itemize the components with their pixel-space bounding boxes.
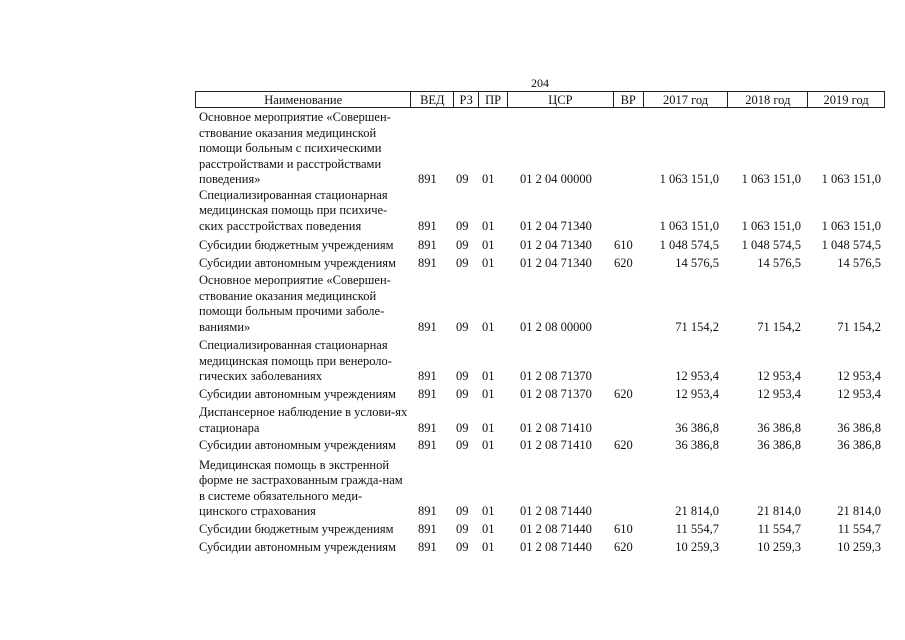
table-row xyxy=(0,273,905,338)
row-name: Специализированная стационарная медицинская помощь при венероло-гических заболеваниях xyxy=(199,338,392,383)
cell-pr: 01 xyxy=(482,540,495,554)
cell-y2017: 71 154,2 xyxy=(675,319,719,334)
cell-pr: 01 xyxy=(482,172,495,186)
row-name: Основное мероприятие «Совершен-ствование оказания медицинской помощи больным прочими заболе-ваниями» xyxy=(199,273,391,334)
cell-y2019: 36 386,8 xyxy=(837,420,881,435)
header-pr: ПР xyxy=(478,92,507,107)
cell-y2018: 12 953,4 xyxy=(757,386,801,401)
cell-y2018: 71 154,2 xyxy=(757,319,801,334)
cell-y2017: 36 386,8 xyxy=(675,420,719,435)
cell-ved: 891 xyxy=(418,369,437,383)
table-row xyxy=(0,256,905,274)
cell-rz: 09 xyxy=(456,504,469,518)
cell-rz: 09 xyxy=(456,319,469,334)
table-row xyxy=(0,405,905,438)
table-row xyxy=(0,188,905,239)
cell-y2019: 11 554,7 xyxy=(837,521,881,536)
header-2018: 2018 год xyxy=(727,92,807,107)
table-row xyxy=(0,338,905,387)
cell-pr: 01 xyxy=(482,218,495,233)
cell-rz: 09 xyxy=(456,540,469,554)
cell-y2019: 14 576,5 xyxy=(837,255,881,270)
row-name: Субсидии автономным учреждениям xyxy=(199,540,396,554)
cell-rz: 09 xyxy=(456,369,469,383)
cell-pr: 01 xyxy=(482,504,495,518)
cell-ved: 891 xyxy=(418,386,437,401)
cell-y2017: 1 063 151,0 xyxy=(659,218,719,233)
cell-y2018: 36 386,8 xyxy=(757,438,801,452)
row-name: Медицинская помощь в экстренной форме не застрахованным гражда-нам в системе обязательного меди-цинского страхования xyxy=(199,457,403,518)
header-2019: 2019 год xyxy=(807,92,884,107)
cell-rz: 09 xyxy=(456,420,469,435)
cell-y2019: 1 063 151,0 xyxy=(821,172,881,186)
cell-y2017: 14 576,5 xyxy=(675,255,719,270)
cell-y2018: 1 063 151,0 xyxy=(741,172,801,186)
cell-csr: 01 2 04 00000 xyxy=(520,172,592,186)
cell-ved: 891 xyxy=(418,218,437,233)
row-name: Субсидии бюджетным учреждениям xyxy=(199,521,394,536)
cell-rz: 09 xyxy=(456,386,469,401)
cell-pr: 01 xyxy=(482,369,495,383)
cell-y2019: 10 259,3 xyxy=(837,540,881,554)
cell-y2018: 11 554,7 xyxy=(757,521,801,536)
cell-ved: 891 xyxy=(418,438,437,452)
header-rz: РЗ xyxy=(453,92,478,107)
cell-pr: 01 xyxy=(482,438,495,452)
page-number: 204 xyxy=(531,76,549,90)
cell-csr: 01 2 08 71440 xyxy=(520,540,592,554)
cell-pr: 01 xyxy=(482,420,495,435)
cell-vr: 620 xyxy=(614,255,633,270)
cell-ved: 891 xyxy=(418,504,437,518)
table-row xyxy=(0,110,905,188)
cell-y2017: 1 063 151,0 xyxy=(659,172,719,186)
row-name: Основное мероприятие «Совершен-ствование оказания медицинской помощи больным с психическими расстройствами и расстройствами поведения» xyxy=(199,110,391,186)
cell-pr: 01 xyxy=(482,386,495,401)
cell-csr: 01 2 08 71440 xyxy=(520,521,592,536)
cell-y2018: 14 576,5 xyxy=(757,255,801,270)
cell-rz: 09 xyxy=(456,438,469,452)
header-vr: ВР xyxy=(613,92,643,107)
cell-rz: 09 xyxy=(456,172,469,186)
row-name: Специализированная стационарная медицинская помощь при психиче-ских расстройствах поведения xyxy=(199,187,388,233)
cell-vr: 620 xyxy=(614,386,633,401)
row-name: Субсидии бюджетным учреждениям xyxy=(199,238,394,252)
header-2017: 2017 год xyxy=(643,92,728,107)
cell-csr: 01 2 04 71340 xyxy=(520,238,592,252)
table-row xyxy=(0,540,905,556)
cell-y2018: 21 814,0 xyxy=(757,504,801,518)
cell-y2019: 36 386,8 xyxy=(837,438,881,452)
cell-csr: 01 2 08 00000 xyxy=(520,319,592,334)
cell-y2019: 1 063 151,0 xyxy=(821,218,881,233)
cell-csr: 01 2 08 71370 xyxy=(520,369,592,383)
cell-y2017: 21 814,0 xyxy=(675,504,719,518)
table-body xyxy=(0,110,905,556)
row-name: Диспансерное наблюдение в услови-ях стационара xyxy=(199,405,408,435)
row-name: Субсидии автономным учреждениям xyxy=(199,255,396,270)
cell-ved: 891 xyxy=(418,255,437,270)
header-csr: ЦСР xyxy=(507,92,613,107)
cell-pr: 01 xyxy=(482,255,495,270)
cell-ved: 891 xyxy=(418,540,437,554)
cell-y2017: 11 554,7 xyxy=(675,521,719,536)
cell-rz: 09 xyxy=(456,218,469,233)
cell-csr: 01 2 08 71440 xyxy=(520,504,592,518)
cell-csr: 01 2 08 71370 xyxy=(520,386,592,401)
cell-csr: 01 2 08 71410 xyxy=(520,438,592,452)
cell-csr: 01 2 04 71340 xyxy=(520,255,592,270)
row-name: Субсидии автономным учреждениям xyxy=(199,438,396,452)
cell-vr: 610 xyxy=(614,521,633,536)
cell-y2018: 1 048 574,5 xyxy=(741,238,801,252)
cell-pr: 01 xyxy=(482,319,495,334)
table-row xyxy=(0,387,905,406)
cell-pr: 01 xyxy=(482,238,495,252)
row-name: Субсидии автономным учреждениям xyxy=(199,386,396,401)
table-row xyxy=(0,438,905,458)
table-row xyxy=(0,522,905,541)
cell-rz: 09 xyxy=(456,521,469,536)
cell-csr: 01 2 08 71410 xyxy=(520,420,592,435)
table-row xyxy=(0,238,905,256)
cell-ved: 891 xyxy=(418,420,437,435)
cell-y2018: 12 953,4 xyxy=(757,369,801,383)
cell-y2018: 36 386,8 xyxy=(757,420,801,435)
header-ved: ВЕД xyxy=(410,92,453,107)
cell-y2019: 12 953,4 xyxy=(837,386,881,401)
cell-y2019: 71 154,2 xyxy=(837,319,881,334)
cell-y2017: 12 953,4 xyxy=(675,369,719,383)
cell-y2019: 1 048 574,5 xyxy=(821,238,881,252)
cell-vr: 610 xyxy=(614,238,633,252)
cell-y2018: 1 063 151,0 xyxy=(741,218,801,233)
cell-y2017: 12 953,4 xyxy=(675,386,719,401)
cell-ved: 891 xyxy=(418,238,437,252)
cell-y2017: 36 386,8 xyxy=(675,438,719,452)
cell-csr: 01 2 04 71340 xyxy=(520,218,592,233)
cell-y2019: 21 814,0 xyxy=(837,504,881,518)
header-name: Наименование xyxy=(264,93,343,107)
cell-y2019: 12 953,4 xyxy=(837,369,881,383)
cell-rz: 09 xyxy=(456,255,469,270)
table-row xyxy=(0,458,905,522)
cell-vr: 620 xyxy=(614,540,633,554)
cell-y2018: 10 259,3 xyxy=(757,540,801,554)
cell-pr: 01 xyxy=(482,521,495,536)
cell-y2017: 1 048 574,5 xyxy=(659,238,719,252)
table-header xyxy=(195,91,885,108)
cell-y2017: 10 259,3 xyxy=(675,540,719,554)
cell-rz: 09 xyxy=(456,238,469,252)
cell-ved: 891 xyxy=(418,319,437,334)
cell-vr: 620 xyxy=(614,438,633,452)
cell-ved: 891 xyxy=(418,521,437,536)
cell-ved: 891 xyxy=(418,172,437,186)
